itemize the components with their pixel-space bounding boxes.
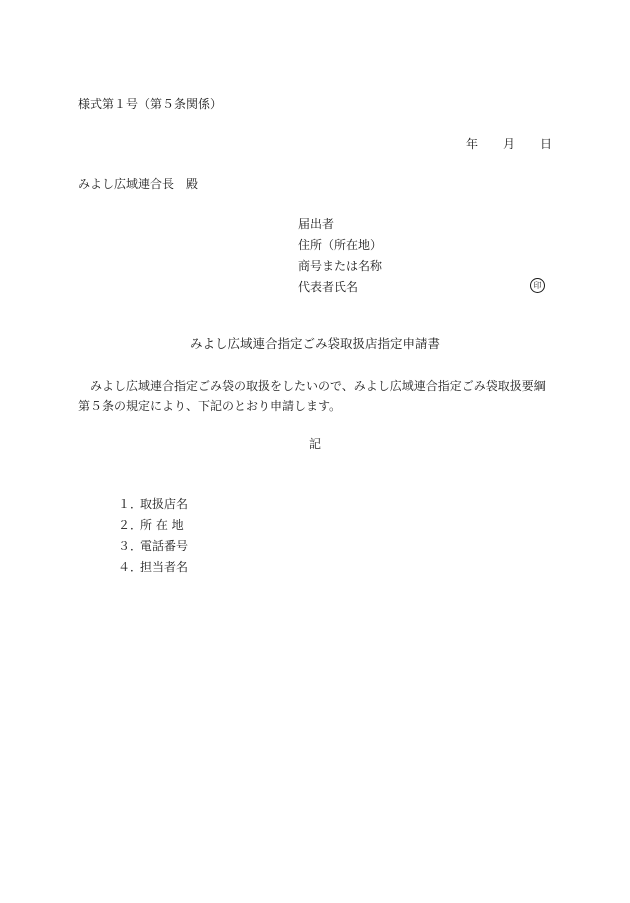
item-number: １．: [118, 497, 143, 511]
item-number: ４．: [118, 560, 143, 574]
item-number: ２．: [118, 518, 143, 532]
ki-heading: 記: [308, 437, 321, 451]
body-line-2: 第５条の規定により、下記のとおり申請します。: [78, 399, 342, 413]
item-label: 電話番号: [140, 539, 189, 553]
document-title: みよし広域連合指定ごみ袋取扱店指定申請書: [189, 336, 440, 351]
addressee: みよし広域連合長 殿: [78, 177, 199, 191]
representative-label: 代表者氏名: [298, 280, 359, 294]
address-label: 住所（所在地）: [298, 238, 383, 252]
date-month-label: 月: [503, 137, 516, 151]
list-item: [118, 538, 188, 559]
list-item: [118, 496, 188, 517]
date-year-label: 年: [466, 137, 479, 151]
date-line: [0, 136, 630, 152]
item-list: [118, 496, 188, 580]
body-line-1: みよし広域連合指定ごみ袋の取扱をしたいので、みよし広域連合指定ごみ袋取扱要綱: [90, 379, 546, 393]
seal-icon: 印: [530, 278, 545, 293]
list-item: [118, 559, 188, 580]
item-label: 担当者名: [140, 560, 189, 574]
item-number: ３．: [118, 539, 143, 553]
body-text: [78, 376, 558, 416]
item-label: 所 在 地: [140, 518, 184, 532]
business-name-label: 商号または名称: [298, 259, 383, 273]
date-day-label: 日: [540, 137, 553, 151]
notifier-title: 届出者: [298, 217, 335, 231]
list-item: [118, 517, 188, 538]
item-label: 取扱店名: [140, 497, 189, 511]
notifier-block: [298, 216, 382, 300]
form-number: 様式第１号（第５条関係）: [78, 97, 223, 111]
